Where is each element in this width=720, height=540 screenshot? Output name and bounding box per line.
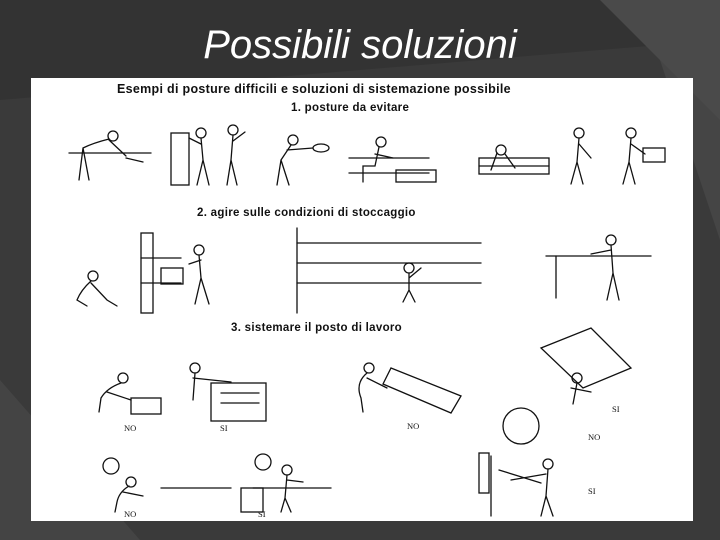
section-heading-3: 3. sistemare il posto di lavoro [231,322,402,334]
label-si-3: SI [588,486,596,496]
label-no-2: NO [407,421,420,431]
figure-heading: Esempi di posture difficili e soluzioni di sistemazione possibile [117,82,511,96]
label-no-4: NO [124,509,137,519]
label-no-1: NO [124,423,137,433]
label-si-1: SI [220,423,228,433]
section-heading-1: 1. posture da evitare [291,102,410,114]
slide-title: Possibili soluzioni [203,23,517,67]
label-si-4: SI [258,509,266,519]
section-heading-2: 2. agire sulle condizioni di stoccaggio [197,207,416,219]
label-no-3: NO [588,432,601,442]
ergonomics-illustration [31,78,693,521]
figure-panel [31,78,693,521]
label-si-2: SI [612,404,620,414]
